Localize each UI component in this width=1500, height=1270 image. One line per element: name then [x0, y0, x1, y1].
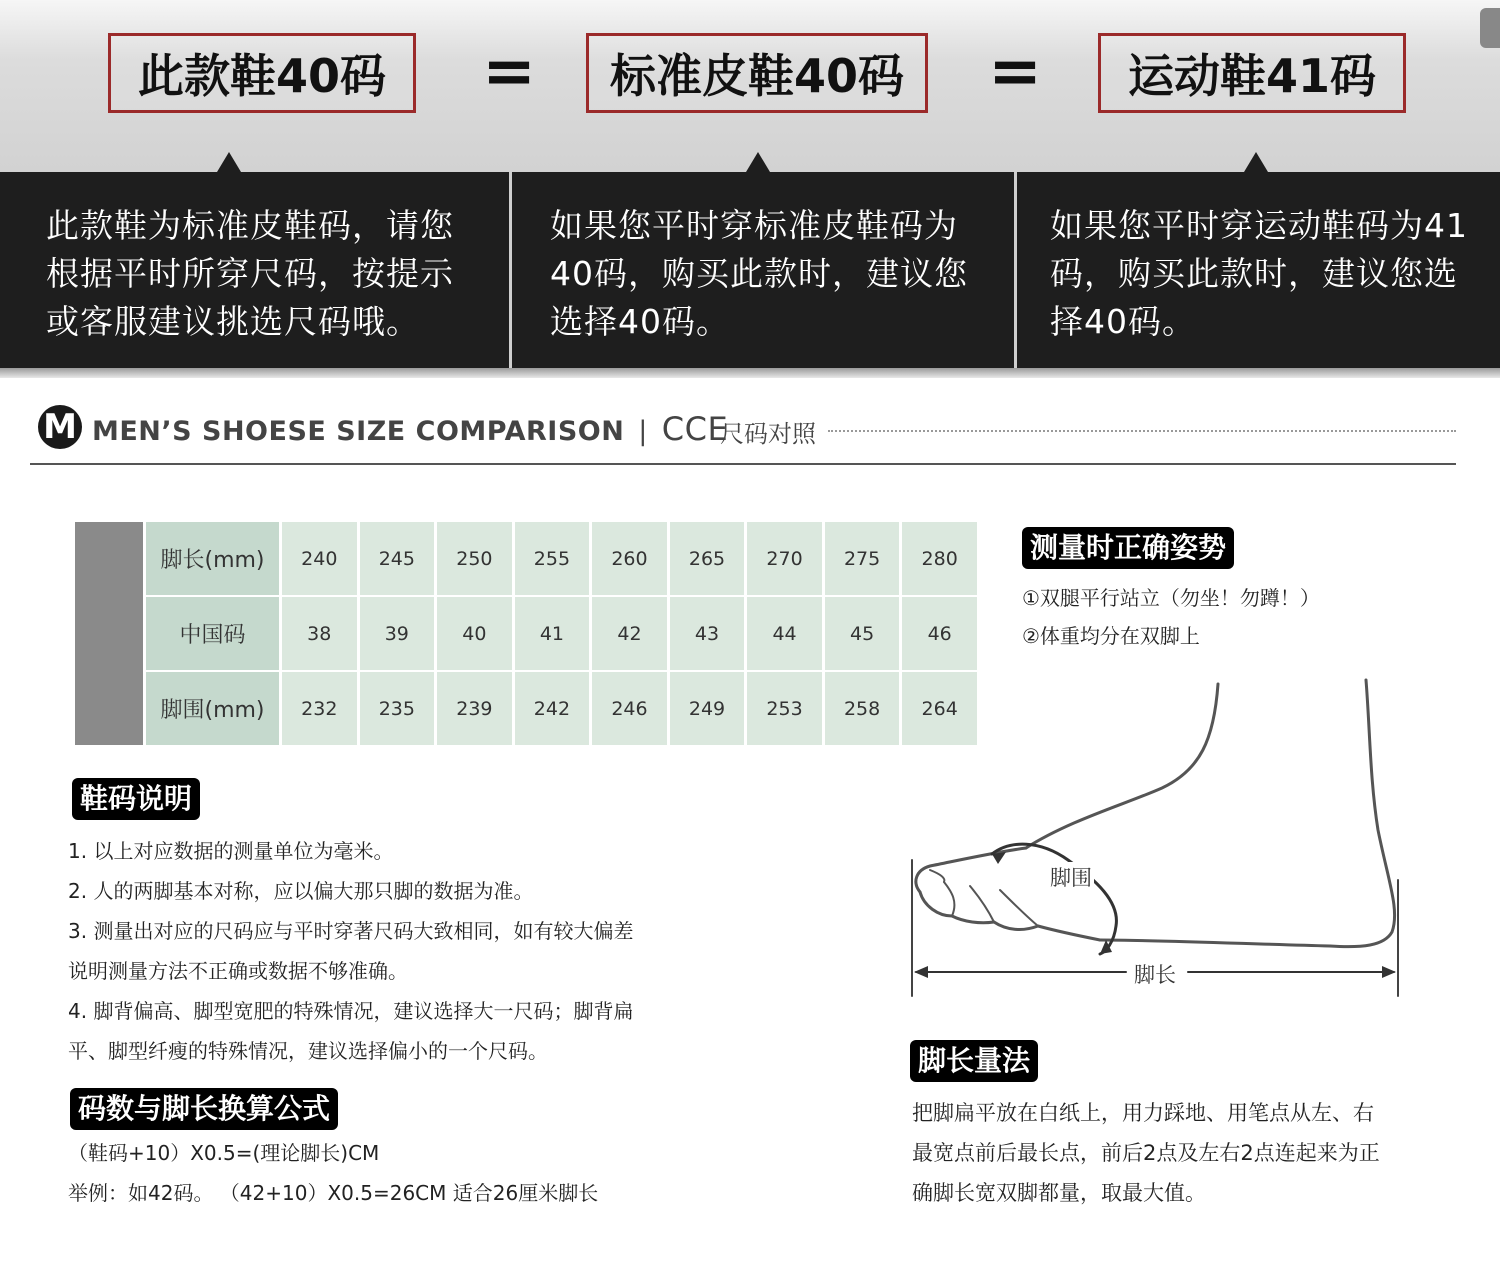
equals-sign-1: = — [482, 35, 536, 109]
table-cell: 255 — [515, 522, 590, 595]
equals-sign-2: = — [988, 35, 1042, 109]
table-cell: 275 — [825, 522, 900, 595]
table-cell: 270 — [747, 522, 822, 595]
table-cell: 46 — [902, 597, 977, 670]
pointer-arrow-2 — [746, 152, 770, 172]
table-cell: 258 — [825, 672, 900, 745]
table-cell: 43 — [670, 597, 745, 670]
scrollbar-thumb[interactable] — [1480, 8, 1500, 48]
panel-divider-2 — [1014, 172, 1017, 370]
band-shadow — [0, 368, 1500, 378]
table-cell: 239 — [437, 672, 512, 745]
posture-line-2: ②体重均分在双脚上 — [1022, 624, 1200, 648]
table-cell: 280 — [902, 522, 977, 595]
panel-2-line-1: 如果您平时穿标准皮鞋码为 — [550, 206, 958, 245]
table-cell: 246 — [592, 672, 667, 745]
leather-shoe-size-box: 标准皮鞋40码 — [586, 33, 928, 113]
note-line-5: 4. 脚背偏高、脚型宽肥的特殊情况，建议选择大一尺码；脚背扁 — [68, 999, 634, 1023]
panel-3-line-3: 择40码。 — [1050, 302, 1196, 341]
panel-divider-1 — [509, 172, 512, 370]
method-title: 脚长量法 — [910, 1040, 1038, 1082]
posture-title: 测量时正确姿势 — [1022, 527, 1234, 569]
panel-2-line-2: 40码，购买此款时，建议您 — [550, 254, 968, 293]
explanation-panel-3 — [1050, 172, 1495, 370]
size-comparison-table — [72, 520, 980, 747]
pointer-arrow-1 — [217, 152, 241, 172]
table-cell: 45 — [825, 597, 900, 670]
table-cell: 40 — [437, 597, 512, 670]
method-line-1: 把脚扁平放在白纸上，用力踩地、用笔点从左、右 — [912, 1101, 1374, 1125]
explanation-panel-1 — [46, 172, 506, 370]
table-row-label: 脚长(mm) — [146, 522, 279, 595]
table-cell: 44 — [747, 597, 822, 670]
method-text — [912, 1093, 1432, 1213]
sports-shoe-size-box: 运动鞋41码 — [1098, 33, 1406, 113]
table-cell: 38 — [282, 597, 357, 670]
posture-line-1: ①双腿平行站立（勿坐！勿蹲！） — [1022, 586, 1320, 610]
section-heading — [92, 410, 728, 448]
table-row — [75, 672, 977, 745]
note-line-2: 2. 人的两脚基本对称，应以偏大那只脚的数据为准。 — [68, 879, 534, 903]
table-side-bar — [75, 522, 143, 745]
table-cell: 249 — [670, 672, 745, 745]
table-cell: 42 — [592, 597, 667, 670]
table-row-label: 中国码 — [146, 597, 279, 670]
note-line-4: 说明测量方法不正确或数据不够准确。 — [68, 959, 408, 983]
table-cell: 264 — [902, 672, 977, 745]
table-cell: 260 — [592, 522, 667, 595]
notes-title: 鞋码说明 — [72, 778, 200, 820]
table-cell: 245 — [360, 522, 435, 595]
table-row — [75, 522, 977, 595]
table-cell: 240 — [282, 522, 357, 595]
table-cell: 265 — [670, 522, 745, 595]
pointer-arrow-3 — [1244, 152, 1268, 172]
table-row — [75, 597, 977, 670]
method-line-2: 最宽点前后最长点，前后2点及左右2点连起来为正 — [912, 1141, 1380, 1165]
formula-text — [68, 1133, 768, 1213]
note-line-1: 1. 以上对应数据的测量单位为毫米。 — [68, 839, 394, 863]
table-cell: 232 — [282, 672, 357, 745]
table-cell: 250 — [437, 522, 512, 595]
girth-label: 脚围 — [1048, 862, 1094, 892]
table-cell: 41 — [515, 597, 590, 670]
panel-1-line-3: 或客服建议挑选尺码哦。 — [46, 302, 420, 341]
note-line-3: 3. 测量出对应的尺码应与平时穿著尺码大致相同，如有较大偏差 — [68, 919, 634, 943]
formula-line-2: 举例：如42码。 （42+10）X0.5=26CM 适合26厘米脚长 — [68, 1181, 599, 1205]
dotted-divider — [828, 430, 1456, 432]
heading-separator: | — [638, 416, 648, 447]
panel-3-line-1: 如果您平时穿运动鞋码为41 — [1050, 206, 1468, 245]
table-cell: 242 — [515, 672, 590, 745]
table-row-label: 脚围(mm) — [146, 672, 279, 745]
heading-english: MEN’S SHOESE SIZE COMPARISON — [92, 416, 625, 447]
notes-list — [68, 831, 728, 1071]
panel-1-line-1: 此款鞋为标准皮鞋码，请您 — [46, 206, 454, 245]
heading-cce: CCE — [661, 410, 729, 448]
panel-1-line-2: 根据平时所穿尺码，按提示 — [46, 254, 454, 293]
note-line-6: 平、脚型纤瘦的特殊情况，建议选择偏小的一个尺码。 — [68, 1039, 548, 1063]
heading-rule — [30, 463, 1456, 465]
formula-line-1: （鞋码+10）X0.5=(理论脚长)CM — [68, 1141, 380, 1165]
this-shoe-size-box: 此款鞋40码 — [108, 33, 416, 113]
table-cell: 39 — [360, 597, 435, 670]
length-label: 脚长 — [1132, 959, 1178, 989]
m-logo-icon: M — [38, 405, 82, 449]
panel-3-line-2: 码，购买此款时，建议您选 — [1050, 254, 1458, 293]
formula-title: 码数与脚长换算公式 — [70, 1088, 338, 1130]
table-cell: 253 — [747, 672, 822, 745]
heading-chinese: 尺码对照 — [720, 420, 816, 448]
panel-2-line-3: 选择40码。 — [550, 302, 730, 341]
table-cell: 235 — [360, 672, 435, 745]
explanation-panel-2 — [550, 172, 1010, 370]
method-line-3: 确脚长宽双脚都量，取最大值。 — [912, 1181, 1206, 1205]
